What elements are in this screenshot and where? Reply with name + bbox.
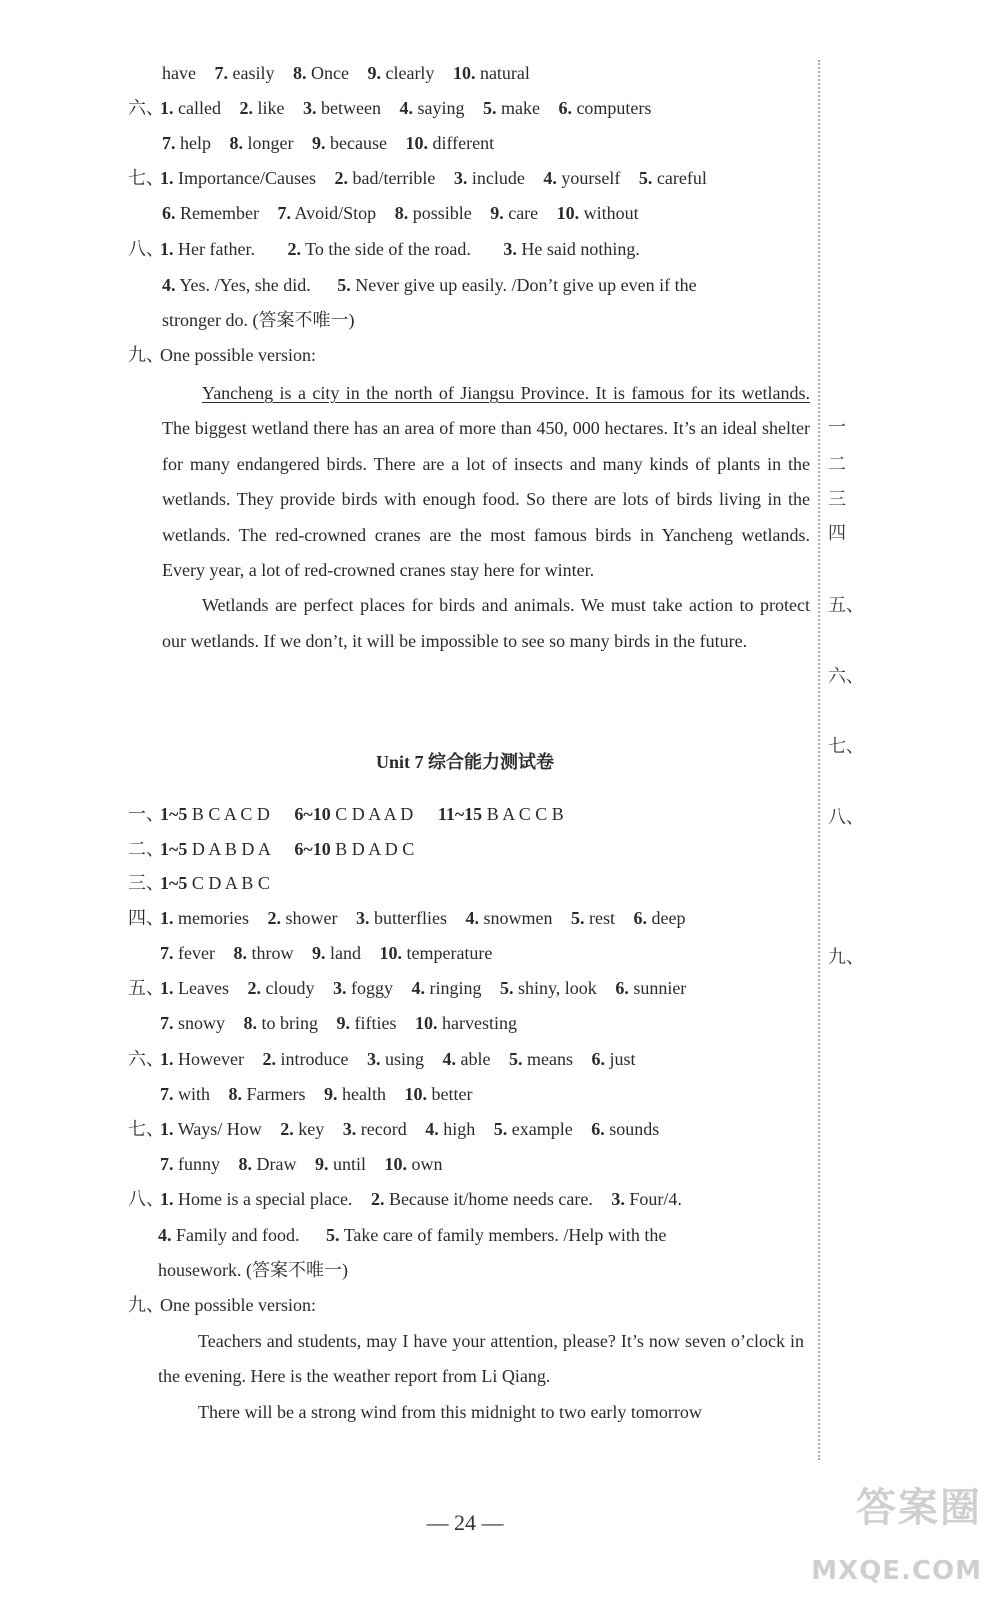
underlined-sentence: Yancheng is a city in the north of Jiangsu Province. It is famous for its wetlands.: [202, 383, 810, 403]
margin-marker: 八、: [828, 807, 864, 827]
answer-line: 7. snowy 8. to bring 9. fifties 10. harvesting: [160, 1013, 517, 1033]
answer-line: 6. Remember 7. Avoid/Stop 8. possible 9. care 10. without: [162, 203, 639, 223]
section-marker: 七、: [128, 168, 164, 188]
section-marker: 六、: [128, 1049, 164, 1069]
margin-marker: 五、: [828, 595, 864, 615]
margin-marker: 七、: [828, 736, 864, 756]
answer-line: have 7. easily 8. Once 9. clearly 10. natural: [162, 63, 530, 83]
watermark-text: 答案圈: [856, 1485, 982, 1531]
watermark-logo: [812, 1476, 982, 1586]
answer-line: 九、One possible version:: [128, 1288, 958, 1322]
answer-line: 六、1. called 2. like 3. between 4. saying 5. make 6. computers: [128, 91, 958, 125]
answer-line: 八、1. Her father. 2. To the side of the road. 3. He said nothing.: [128, 232, 958, 266]
page-title: Unit 7 综合能力测试卷: [375, 752, 554, 772]
answer-line: 六、1. However 2. introduce 3. using 4. able 5. means 6. just: [128, 1042, 958, 1076]
answer-line: 7. fever 8. throw 9. land 10. temperature: [160, 943, 493, 963]
answer-line: stronger do. (答案不唯一): [162, 310, 355, 330]
sample-essay: Teachers and students, may I have your attention, please? It’s now seven o’clock in the evening. Here is the weather report from Li Qiang. There will be a strong wind from this midnight to two early tomorrow: [158, 1331, 804, 1422]
answer-line: housework. (答案不唯一): [158, 1260, 348, 1280]
answer-line: 一、1~5 B C A C D 6~10 C D A A D 11~15 B A C C B: [128, 797, 958, 831]
section-marker: 五、: [128, 978, 164, 998]
sample-essay: Yancheng is a city in the north of Jiangsu Province. It is famous for its wetlands. The biggest wetland there has an area of more than 450, 000 hectares. It’s an ideal shelter for many endangered birds. There are a lot of insects and many kinds of plants in the wetlands. They provide birds with enough food. So there are lots of birds living in the wetlands. The red-crowned cranes are the most famous birds in Yancheng wetlands. Every year, a lot of red-crowned cranes stay here for winter. Wetlands are perfect places for birds and animals. We must take action to protect our wetlands. If we don’t, it will be impossible to see so many birds in the future.: [162, 383, 810, 651]
section-marker: 八、: [128, 239, 164, 259]
page-number: — 24 —: [426, 1510, 504, 1535]
binding-divider: [818, 60, 820, 1460]
watermark-url: MXQE.COM: [811, 1556, 982, 1586]
answer-line: 二、1~5 D A B D A 6~10 B D A D C: [128, 832, 958, 866]
section-marker: 六、: [128, 98, 164, 118]
margin-marker: 六、: [828, 666, 864, 686]
section-marker: 二、: [128, 839, 164, 859]
section-marker: 四、: [128, 908, 164, 928]
answer-line: 四、1. memories 2. shower 3. butterflies 4. snowmen 5. rest 6. deep: [128, 901, 958, 935]
section-marker: 七、: [128, 1119, 164, 1139]
margin-marker: 一: [828, 417, 846, 437]
answer-line: 7. funny 8. Draw 9. until 10. own: [160, 1154, 443, 1174]
section-marker: 一、: [128, 804, 164, 824]
margin-marker: 九、: [828, 947, 864, 967]
margin-marker: 二: [828, 454, 846, 474]
section-marker: 九、: [128, 1295, 164, 1315]
margin-marker: 三: [828, 489, 846, 509]
section-marker: 九、: [128, 345, 164, 365]
answer-line: 7. help 8. longer 9. because 10. different: [162, 133, 495, 153]
answer-line: 五、1. Leaves 2. cloudy 3. foggy 4. ringing 5. shiny, look 6. sunnier: [128, 971, 958, 1005]
answer-line: 七、1. Importance/Causes 2. bad/terrible 3. include 4. yourself 5. careful: [128, 161, 958, 195]
margin-marker: 四: [828, 523, 846, 543]
section-marker: 三、: [128, 873, 164, 893]
answer-line: 4. Family and food. 5. Take care of family members. /Help with the: [158, 1225, 667, 1245]
answer-line: 三、1~5 C D A B C: [128, 866, 958, 900]
answer-line: 7. with 8. Farmers 9. health 10. better: [160, 1084, 473, 1104]
answer-line: 4. Yes. /Yes, she did. 5. Never give up easily. /Don’t give up even if the: [162, 275, 697, 295]
answer-line: 八、1. Home is a special place. 2. Because it/home needs care. 3. Four/4.: [128, 1182, 958, 1216]
section-marker: 八、: [128, 1189, 164, 1209]
answer-line: 九、One possible version:: [128, 338, 958, 372]
answer-line: 七、1. Ways/ How 2. key 3. record 4. high 5. example 6. sounds: [128, 1112, 958, 1146]
